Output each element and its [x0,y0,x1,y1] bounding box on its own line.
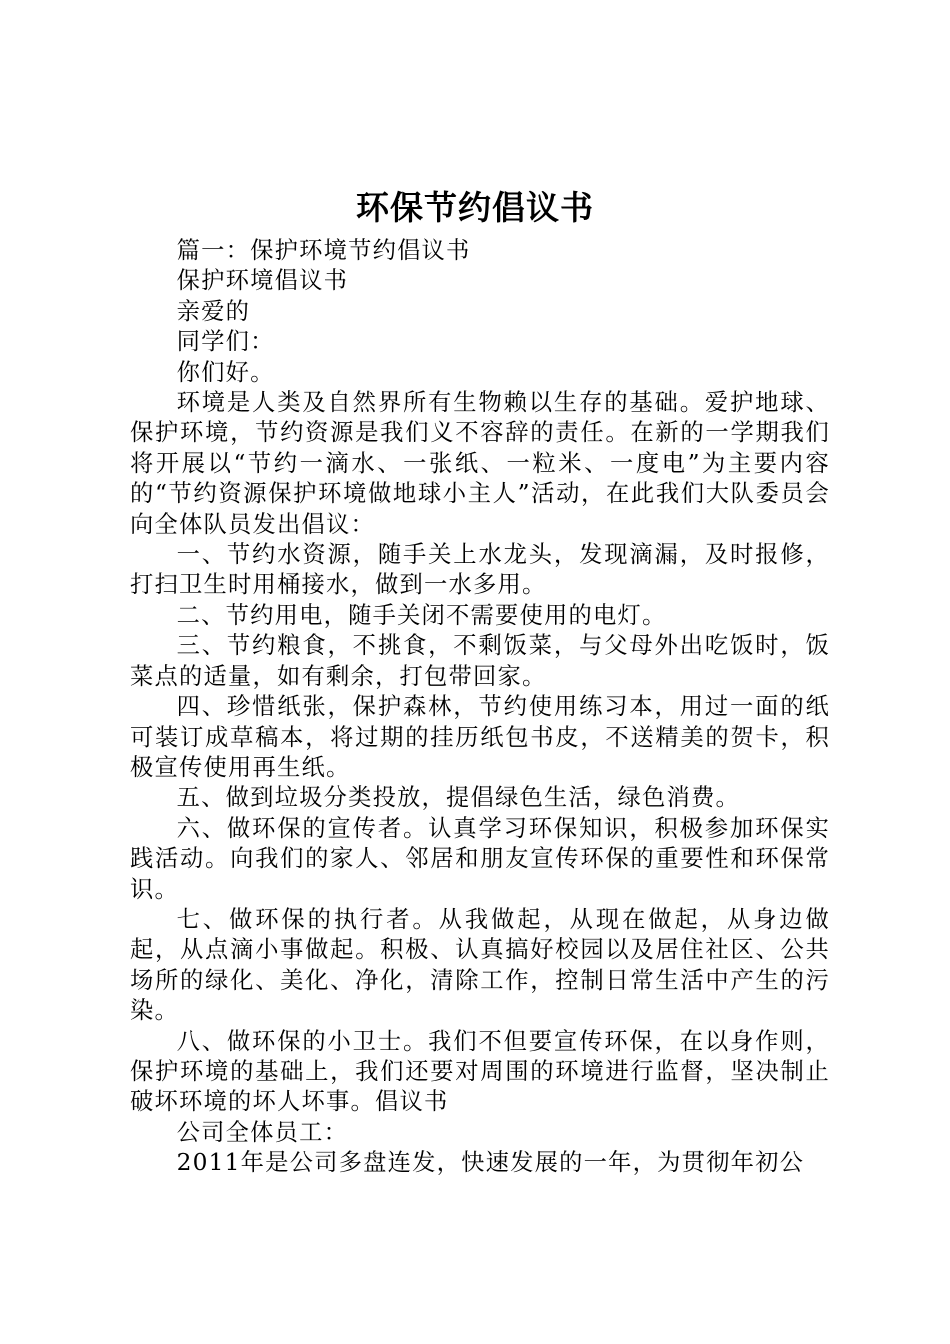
paragraph: 三、节约粮食，不挑食，不剩饭菜，与父母外出吃饭时，饭菜点的适量，如有剩余，打包带回家。 [130,632,830,690]
paragraph: 八、做环保的小卫士。我们不但要宣传环保，在以身作则，保护环境的基础上，我们还要对周围的环境进行监督，坚决制止破坏环境的坏人坏事。倡议书 [130,1027,830,1116]
paragraph: 保护环境倡议书 [176,267,349,295]
paragraph: 五、做到垃圾分类投放，提倡绿色生活，绿色消费。 [176,784,741,812]
paragraph: 公司全体员工： [176,1118,349,1146]
paragraph: 六、做环保的宣传者。认真学习环保知识，积极参加环保实践活动。向我们的家人、邻居和朋友宣传环保的重要性和环保常识。 [130,814,830,903]
paragraph: 四、珍惜纸张，保护森林，节约使用练习本，用过一面的纸可装订成草稿本，将过期的挂历纸包书皮，不送精美的贺卡，积极宣传使用再生纸。 [130,693,830,781]
paragraph: 亲爱的 [176,297,251,325]
paragraph: 2011年是公司多盘连发，快速发展的一年，为贯彻年初公 [176,1149,805,1177]
paragraph: 一、节约水资源，随手关上水龙头，发现滴漏，及时报修，打扫卫生时用桶接水，做到一水多用。 [130,541,830,599]
document-title: 环保节约倡议书 [356,188,594,227]
paragraph: 篇一：保护环境节约倡议书 [176,237,471,264]
paragraph: 二、节约用电，随手关闭不需要使用的电灯。 [176,601,667,629]
paragraph: 同学们： [176,328,275,356]
paragraph: 环境是人类及自然界所有生物赖以生存的基础。爱护地球、保护环境，节约资源是我们义不容辞的责任。在新的一学期我们将开展以“节约一滴水、一张纸、一粒米、一度电”为主要内容的“节约资源保护环境做地球小主人”活动，在此我们大队委员会向全体队员发出倡议： [130,389,830,538]
paragraph: 七、做环保的执行者。从我做起，从现在做起，从身边做起，从点滴小事做起。积极、认真搞好校园以及居住社区、公共场所的绿化、美化、净化，清除工作，控制日常生活中产生的污染。 [130,905,830,1025]
document-body [130,236,830,1179]
paragraph: 你们好。 [176,358,275,386]
